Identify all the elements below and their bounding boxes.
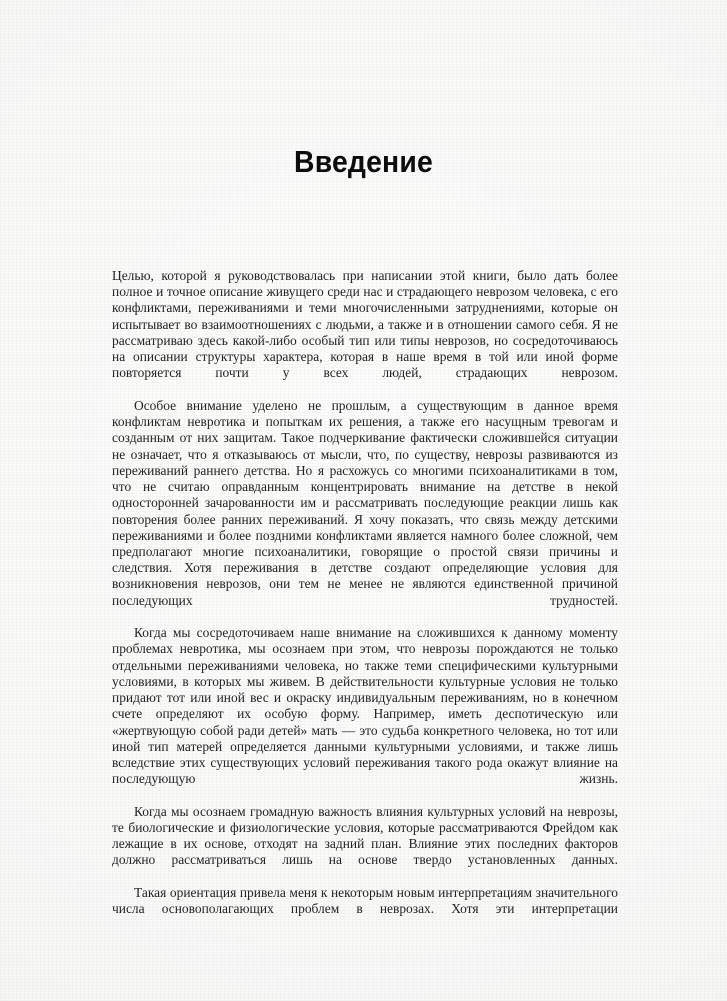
paragraph-1: Целью, которой я руководствовалась при написании этой книги, было дать более полное и точное описание живущего среди нас и страдающего неврозом человека, с его конфликтами, переживаниями и теми многочисленными затруднениями, которые он испытывает во взаимоотношениях с людьми, а также и в отношении самого себя. Я не рассматриваю здесь какой-либо особый тип или типы неврозов, но сосредоточиваюсь на описании структуры характера, которая в наше время в той или иной форме повторяется почти у всех людей, страдающих неврозом.: [112, 268, 618, 381]
paragraph-3: Когда мы сосредоточиваем наше внимание на сложившихся к данному моменту проблемах невротика, мы осознаем при этом, что неврозы порождаются не только отдельными переживаниями человека, но также теми специфическими культурными условиями, в которых мы живем. В действительности культурные условия не только придают тот или иной вес и окраску индивидуальным переживаниям, но в конечном счете определяют их особую форму. Например, иметь деспотическую или «жертвующую собой ради детей» мать — это судьба конкретного человека, но тот или иной тип матерей определяется данными культурными условиями, и также лишь вследствие этих существующих условий переживания такого рода окажут влияние на последующую жизнь.: [112, 625, 618, 787]
page-title: Введение: [294, 145, 433, 180]
body-text-column: [112, 268, 618, 934]
paragraph-2: Особое внимание уделено не прошлым, а существующим в данное время конфликтам невротика и попыткам их решения, а также его насущным тревогам и созданным от них защитам. Такое подчеркивание фактически сложившейся ситуации не означает, что я отказываюсь от мысли, что, по существу, неврозы развиваются из переживаний раннего детства. Но я расхожусь со многими психоаналитиками в том, что не считаю оправданным концентрировать внимание на детстве в некой односторонней зачарованности им и рассматривать последующие реакции лишь как повторения более ранних переживаний. Я хочу показать, что связь между детскими переживаниями и более поздними конфликтами является намного более сложной, чем предполагают многие психоаналитики, говорящие о простой связи причины и следствия. Хотя переживания в детстве создают определяющие условия для возникновения неврозов, они тем не менее не являются единственной причиной последующих трудностей.: [112, 397, 618, 608]
paragraph-4: Когда мы осознаем громадную важность влияния культурных условий на неврозы, те биологические и физиологические условия, которые рассматриваются Фрейдом как лежащие в их основе, отходят на задний план. Влияние этих последних факторов должно рассматриваться лишь на основе твердо установленных данных.: [112, 803, 618, 868]
paragraph-5: Такая ориентация привела меня к некоторым новым интерпретациям значительного числа основополагающих проблем в неврозах. Хотя эти интерпретации: [112, 884, 618, 917]
